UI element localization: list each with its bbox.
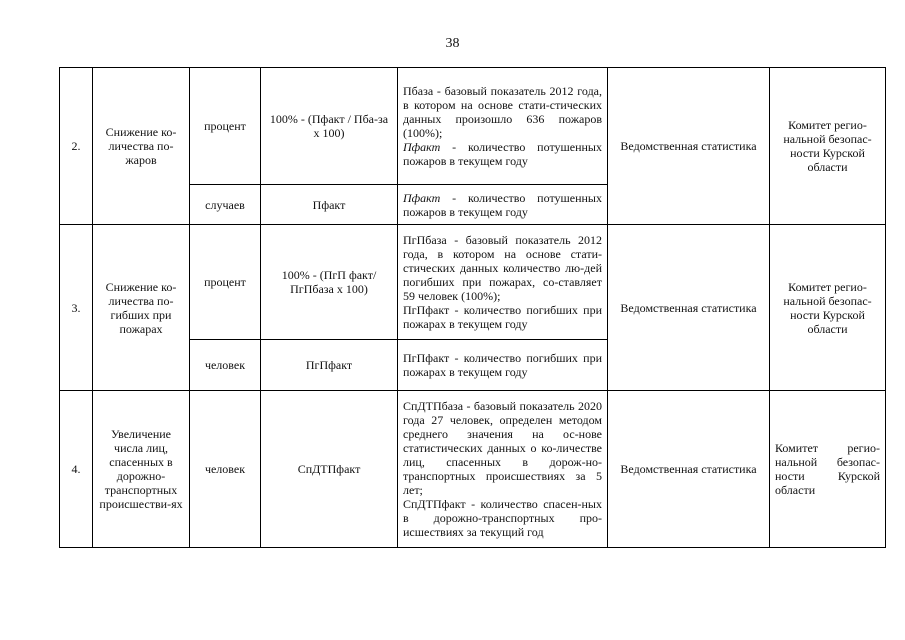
desc-text: - базовый показатель 2012 года, в котором на основе стати-стических данных количество лю-дей погибших при пожарах, со-ставляет 59 человек (100%); xyxy=(403,233,602,303)
indicator-name: Увеличение числа лиц, спасенных в дорожно-транспортных происшестви-ях xyxy=(93,391,190,548)
desc-code: СпДТПбаза xyxy=(403,399,464,413)
description-cell xyxy=(398,225,608,340)
row-number: 2. xyxy=(60,68,93,225)
desc-text: - количество потушенных пожаров в текущем году xyxy=(403,140,602,168)
desc-code: ПгПфакт xyxy=(403,303,450,317)
indicator-name: Снижение ко-личества по-гибших при пожарах xyxy=(93,225,190,391)
description-cell xyxy=(398,340,608,391)
desc-text: - количество погибших при пожарах в текущем году xyxy=(403,351,602,379)
source-cell: Ведомственная статистика xyxy=(608,225,770,391)
desc-code: Пфакт xyxy=(403,140,441,154)
desc-code: ПгПфакт xyxy=(403,351,450,365)
formula-cell: СпДТПфакт xyxy=(261,391,398,548)
desc-code: СпДТПфакт xyxy=(403,497,466,511)
description-cell xyxy=(398,68,608,185)
unit-cell: случаев xyxy=(190,185,261,225)
desc-text: - количество погибших при пожарах в текущем году xyxy=(403,303,602,331)
desc-text: - базовый показатель 2020 года 27 человек, определен методом среднего значения на ос-нове статистических данных о ко-личестве лиц, спасенных в дорож-но-транспортных происшествиях за 5 лет; xyxy=(403,399,602,497)
responsible-cell: Комитет регио-нальной безопас-ности Курской области xyxy=(770,225,886,391)
table-row xyxy=(60,391,886,548)
unit-cell: человек xyxy=(190,391,261,548)
table-row xyxy=(60,225,886,340)
indicators-table xyxy=(59,67,886,548)
unit-cell: человек xyxy=(190,340,261,391)
desc-code: Пбаза xyxy=(403,84,434,98)
desc-code: Пфакт xyxy=(403,190,441,205)
description-cell xyxy=(398,185,608,225)
row-number: 4. xyxy=(60,391,93,548)
responsible-cell: Комитет регио-нальной безопас-ности Курской области xyxy=(770,68,886,225)
source-cell: Ведомственная статистика xyxy=(608,68,770,225)
desc-text: - количество спасен-ных в дорожно-транспортных про-исшествиях за текущий год xyxy=(403,497,602,539)
responsible-cell: Комитет регио-нальной безопас-ности Курской области xyxy=(770,391,886,548)
unit-cell: процент xyxy=(190,68,261,185)
desc-text: - количество потушенных пожаров в текущем году xyxy=(403,190,602,219)
description-cell xyxy=(398,391,608,548)
row-number: 3. xyxy=(60,225,93,391)
desc-code: ПгПбаза xyxy=(403,233,447,247)
desc-text: - базовый показатель 2012 года, в котором на основе стати-стических данных произошло 636 пожаров (100%); xyxy=(403,84,602,140)
table-row xyxy=(60,68,886,185)
source-cell: Ведомственная статистика xyxy=(608,391,770,548)
formula-cell: ПгПфакт xyxy=(261,340,398,391)
unit-cell: процент xyxy=(190,225,261,340)
formula-cell: Пфакт xyxy=(261,185,398,225)
formula-cell: 100% - (ПгП факт/ ПгПбаза х 100) xyxy=(261,225,398,340)
page-number: 38 xyxy=(445,36,460,51)
indicator-name: Снижение ко-личества по-жаров xyxy=(93,68,190,225)
formula-cell: 100% - (Пфакт / Пба-за х 100) xyxy=(261,68,398,185)
